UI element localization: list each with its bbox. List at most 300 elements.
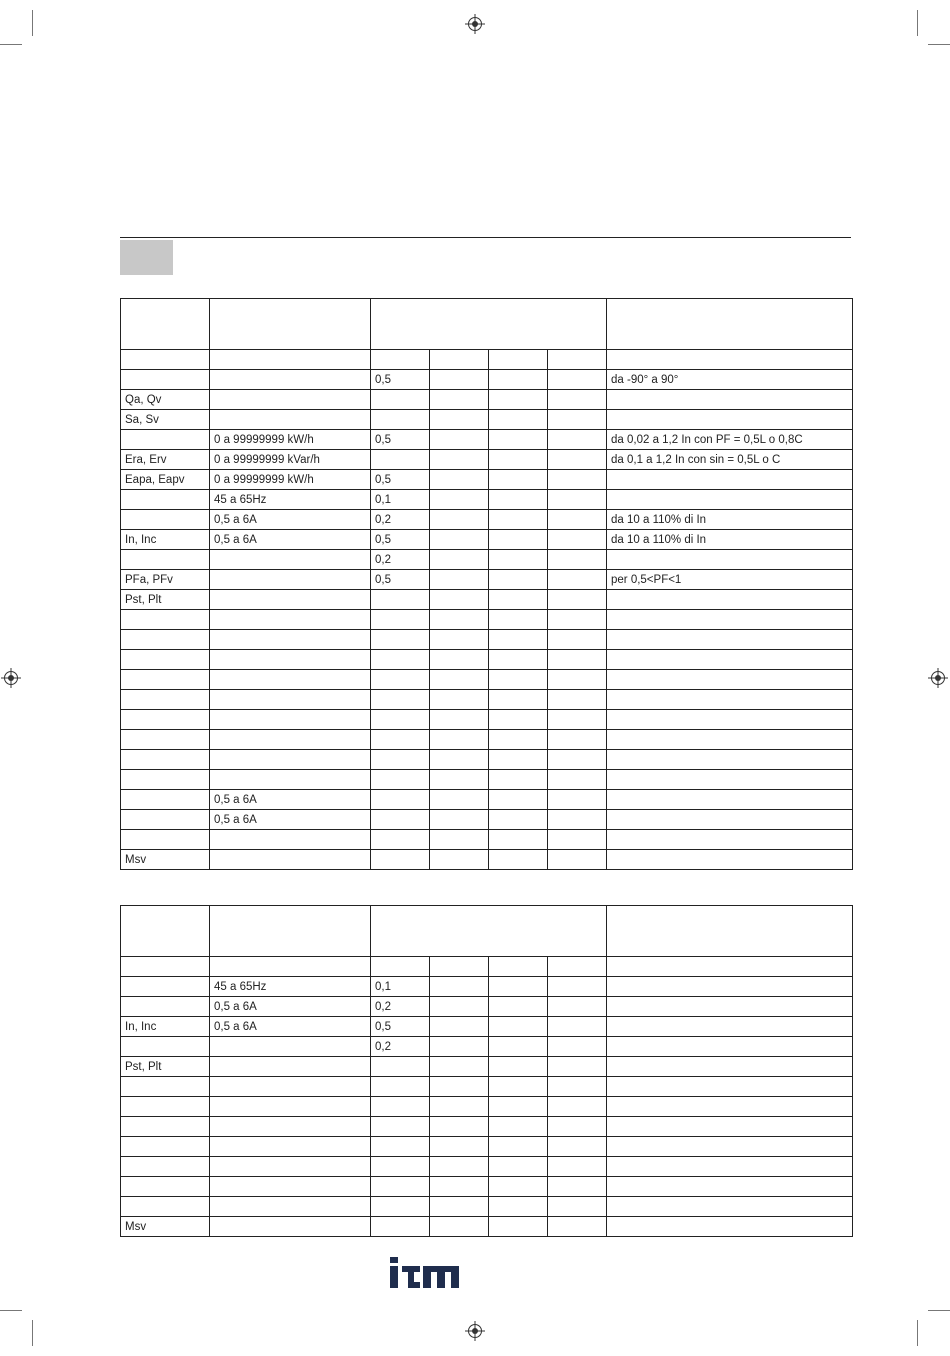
table-cell xyxy=(607,1097,853,1117)
table-cell xyxy=(430,1217,489,1237)
table-cell: 0,5 a 6A xyxy=(210,510,371,530)
table-cell xyxy=(489,470,548,490)
table-cell xyxy=(548,810,607,830)
table-cell xyxy=(371,710,430,730)
table-cell xyxy=(371,1137,430,1157)
table-cell xyxy=(371,450,430,470)
table-cell: Pst, Plt xyxy=(121,590,210,610)
table-cell xyxy=(210,390,371,410)
table-cell xyxy=(210,1077,371,1097)
table-cell: PFa, PFv xyxy=(121,570,210,590)
table-row xyxy=(121,470,853,490)
table-cell xyxy=(430,750,489,770)
table-cell xyxy=(548,470,607,490)
table-cell xyxy=(430,770,489,790)
table-cell: da -90° a 90° xyxy=(607,370,853,390)
table-cell xyxy=(430,470,489,490)
table-cell xyxy=(607,1177,853,1197)
table-cell xyxy=(607,1117,853,1137)
table-cell xyxy=(489,530,548,550)
table-cell xyxy=(210,730,371,750)
table-cell xyxy=(548,690,607,710)
table-row xyxy=(121,830,853,850)
table-cell xyxy=(607,630,853,650)
table-cell xyxy=(210,570,371,590)
table-cell xyxy=(371,650,430,670)
table-cell xyxy=(430,1037,489,1057)
table-cell: Msv xyxy=(121,850,210,870)
table-cell xyxy=(489,710,548,730)
table-row xyxy=(121,610,853,630)
table-cell xyxy=(121,1137,210,1157)
table-cell xyxy=(371,810,430,830)
table-cell xyxy=(121,750,210,770)
table-cell xyxy=(121,957,210,977)
table-cell: 45 a 65Hz xyxy=(210,977,371,997)
registration-mark-right-icon xyxy=(931,671,945,685)
table-cell xyxy=(210,410,371,430)
table-cell: In, Inc xyxy=(121,530,210,550)
table-cell xyxy=(548,850,607,870)
table-cell xyxy=(607,710,853,730)
table-cell xyxy=(371,590,430,610)
table-cell xyxy=(371,390,430,410)
table-cell xyxy=(210,690,371,710)
table-cell xyxy=(548,1177,607,1197)
table-cell: 0,5 a 6A xyxy=(210,997,371,1017)
table-cell xyxy=(607,790,853,810)
table-cell xyxy=(489,1097,548,1117)
table-cell xyxy=(121,1077,210,1097)
table-row xyxy=(121,1077,853,1097)
table-cell xyxy=(489,997,548,1017)
table-cell xyxy=(548,977,607,997)
table-row xyxy=(121,1217,853,1237)
table-row xyxy=(121,650,853,670)
table-cell xyxy=(548,790,607,810)
table-cell xyxy=(607,670,853,690)
table-cell xyxy=(489,650,548,670)
table-cell xyxy=(489,1217,548,1237)
table-cell xyxy=(430,530,489,550)
table-cell xyxy=(210,750,371,770)
table-cell xyxy=(121,690,210,710)
table-cell xyxy=(607,550,853,570)
table-cell xyxy=(430,1177,489,1197)
table-cell: 0,5 xyxy=(371,1017,430,1037)
table-cell xyxy=(548,350,607,370)
table-cell: Msv xyxy=(121,1217,210,1237)
table-cell xyxy=(121,1037,210,1057)
table-row xyxy=(121,750,853,770)
registration-mark-top-icon xyxy=(468,17,482,31)
table-cell xyxy=(548,957,607,977)
table-cell xyxy=(489,610,548,630)
table-cell xyxy=(121,430,210,450)
table-cell xyxy=(430,1197,489,1217)
table-cell xyxy=(210,770,371,790)
table-cell xyxy=(371,690,430,710)
table-cell xyxy=(430,610,489,630)
table-cell: 0 a 99999999 kW/h xyxy=(210,470,371,490)
table-cell xyxy=(121,550,210,570)
table-cell xyxy=(430,977,489,997)
table-cell xyxy=(489,1197,548,1217)
table-cell: 45 a 65Hz xyxy=(210,490,371,510)
table-cell xyxy=(489,410,548,430)
table-cell: Pst, Plt xyxy=(121,1057,210,1077)
table-row xyxy=(121,1017,853,1037)
crop-mark-bottom-left-h xyxy=(0,1310,22,1311)
registration-mark-bottom-icon xyxy=(468,1324,482,1338)
table-cell: per 0,5<PF<1 xyxy=(607,570,853,590)
table-cell xyxy=(607,650,853,670)
table-cell xyxy=(121,610,210,630)
table-row xyxy=(121,1117,853,1137)
table-cell xyxy=(548,430,607,450)
table-cell xyxy=(210,1157,371,1177)
table-cell xyxy=(489,810,548,830)
table-cell xyxy=(210,1117,371,1137)
table-row xyxy=(121,430,853,450)
table-cell xyxy=(121,790,210,810)
table-cell xyxy=(548,1137,607,1157)
table-cell xyxy=(548,1157,607,1177)
table-cell xyxy=(371,1217,430,1237)
table-row xyxy=(121,730,853,750)
table-cell: 0,5 xyxy=(371,430,430,450)
header-cell xyxy=(371,906,607,957)
header-cell xyxy=(210,906,371,957)
table-cell xyxy=(489,690,548,710)
table-row xyxy=(121,710,853,730)
table-cell xyxy=(607,1197,853,1217)
header-cell xyxy=(121,299,210,350)
table-cell xyxy=(607,977,853,997)
table-cell xyxy=(121,997,210,1017)
table-cell xyxy=(430,1097,489,1117)
table-cell xyxy=(121,650,210,670)
table-cell xyxy=(607,490,853,510)
table-cell: 0 a 99999999 kVar/h xyxy=(210,450,371,470)
table-cell xyxy=(121,510,210,530)
table-row xyxy=(121,1177,853,1197)
table-cell xyxy=(607,810,853,830)
table-cell xyxy=(607,610,853,630)
table-row xyxy=(121,1097,853,1117)
table-row xyxy=(121,810,853,830)
table-row xyxy=(121,997,853,1017)
table-cell: 0,5 a 6A xyxy=(210,530,371,550)
table-cell xyxy=(607,1037,853,1057)
table-cell xyxy=(371,1117,430,1137)
table-cell xyxy=(548,710,607,730)
table-cell xyxy=(371,790,430,810)
table-row xyxy=(121,390,853,410)
table-row xyxy=(121,1157,853,1177)
table-cell xyxy=(430,810,489,830)
table-cell xyxy=(430,350,489,370)
spec-table-2 xyxy=(120,905,853,1237)
table-cell xyxy=(489,490,548,510)
table-cell xyxy=(548,1217,607,1237)
table-cell xyxy=(371,410,430,430)
table-cell xyxy=(430,850,489,870)
table-cell xyxy=(430,830,489,850)
table-cell xyxy=(210,830,371,850)
table-cell xyxy=(548,370,607,390)
table-row xyxy=(121,1197,853,1217)
table-cell xyxy=(548,750,607,770)
table-cell xyxy=(121,1097,210,1117)
table-cell xyxy=(210,550,371,570)
table-cell xyxy=(210,850,371,870)
table-cell xyxy=(210,1217,371,1237)
table-cell: 0,5 a 6A xyxy=(210,810,371,830)
table-cell: 0,1 xyxy=(371,490,430,510)
table-cell xyxy=(371,957,430,977)
table-cell xyxy=(489,790,548,810)
table-cell xyxy=(371,630,430,650)
table-header-row xyxy=(121,906,853,957)
table-cell xyxy=(607,1137,853,1157)
crop-mark-top-left-v xyxy=(32,10,33,36)
table-row xyxy=(121,1037,853,1057)
table-cell xyxy=(607,410,853,430)
table-cell xyxy=(430,1077,489,1097)
table-cell xyxy=(607,1157,853,1177)
table-cell xyxy=(430,957,489,977)
table-cell xyxy=(607,590,853,610)
table-cell xyxy=(371,1097,430,1117)
table-cell xyxy=(548,550,607,570)
table-cell xyxy=(371,770,430,790)
table-cell xyxy=(371,730,430,750)
table-cell xyxy=(210,710,371,730)
table-row xyxy=(121,350,853,370)
table-cell xyxy=(371,1057,430,1077)
table-cell xyxy=(489,850,548,870)
table-cell xyxy=(371,350,430,370)
table-cell xyxy=(430,1117,489,1137)
table-cell xyxy=(548,650,607,670)
table-cell xyxy=(489,450,548,470)
table-cell xyxy=(548,1017,607,1037)
table-cell xyxy=(210,610,371,630)
table-cell xyxy=(489,550,548,570)
itm-logo-icon xyxy=(390,1257,462,1289)
table-cell xyxy=(607,470,853,490)
table-cell xyxy=(548,450,607,470)
table-cell xyxy=(489,830,548,850)
table-cell xyxy=(489,1137,548,1157)
table-cell xyxy=(210,1177,371,1197)
header-cell xyxy=(607,906,853,957)
table-cell: da 10 a 110% di In xyxy=(607,530,853,550)
table-cell xyxy=(489,430,548,450)
table-cell xyxy=(548,510,607,530)
table-cell xyxy=(607,1077,853,1097)
table-cell xyxy=(430,550,489,570)
table-cell xyxy=(430,1057,489,1077)
table-cell xyxy=(548,630,607,650)
table-cell: 0,2 xyxy=(371,1037,430,1057)
table-cell xyxy=(371,670,430,690)
table-cell xyxy=(210,590,371,610)
table-cell xyxy=(430,570,489,590)
registration-mark-left-icon xyxy=(4,671,18,685)
table-cell xyxy=(489,670,548,690)
table-row xyxy=(121,1057,853,1077)
table-cell xyxy=(121,670,210,690)
table-row xyxy=(121,630,853,650)
table-cell: 0,2 xyxy=(371,997,430,1017)
table-cell xyxy=(489,1177,548,1197)
table-cell xyxy=(371,830,430,850)
table-cell xyxy=(121,730,210,750)
table-cell xyxy=(548,610,607,630)
table-row xyxy=(121,957,853,977)
table-cell xyxy=(210,957,371,977)
table-cell xyxy=(430,710,489,730)
table-cell xyxy=(210,1197,371,1217)
table-cell: 0,5 xyxy=(371,570,430,590)
table-cell xyxy=(489,390,548,410)
table-cell xyxy=(210,370,371,390)
table-cell xyxy=(430,410,489,430)
table-cell xyxy=(548,410,607,430)
table-cell: 0,5 a 6A xyxy=(210,1017,371,1037)
section-marker-box xyxy=(120,240,173,275)
table-cell xyxy=(607,957,853,977)
table-cell: In, Inc xyxy=(121,1017,210,1037)
table-row xyxy=(121,370,853,390)
table-cell xyxy=(548,570,607,590)
table-cell xyxy=(121,1197,210,1217)
table-cell xyxy=(607,390,853,410)
table-cell: Eapa, Eapv xyxy=(121,470,210,490)
table-cell xyxy=(548,1057,607,1077)
table-row xyxy=(121,670,853,690)
table-row xyxy=(121,850,853,870)
table-cell xyxy=(430,1017,489,1037)
table-row xyxy=(121,570,853,590)
table-cell xyxy=(430,730,489,750)
table-row xyxy=(121,530,853,550)
table-cell xyxy=(489,1117,548,1137)
table-cell xyxy=(430,510,489,530)
table-cell xyxy=(489,350,548,370)
table-cell xyxy=(489,1057,548,1077)
table-row xyxy=(121,510,853,530)
crop-mark-top-left-h xyxy=(0,44,22,45)
table-row xyxy=(121,490,853,510)
header-cell xyxy=(210,299,371,350)
table-cell xyxy=(371,1197,430,1217)
itm-logo xyxy=(390,1257,462,1294)
table-cell xyxy=(489,1017,548,1037)
table-cell xyxy=(607,830,853,850)
header-cell xyxy=(371,299,607,350)
table-cell: 0,5 xyxy=(371,370,430,390)
table-cell xyxy=(430,1137,489,1157)
table-cell xyxy=(430,430,489,450)
table-cell xyxy=(210,350,371,370)
table-cell xyxy=(489,977,548,997)
table-row xyxy=(121,770,853,790)
table-cell xyxy=(121,770,210,790)
table-cell xyxy=(607,770,853,790)
table-cell: Qa, Qv xyxy=(121,390,210,410)
table-cell xyxy=(548,1117,607,1137)
table-cell: 0,5 a 6A xyxy=(210,790,371,810)
table-cell xyxy=(489,1157,548,1177)
table-cell xyxy=(548,830,607,850)
header-cell xyxy=(607,299,853,350)
table-cell xyxy=(430,790,489,810)
table-cell xyxy=(371,750,430,770)
table-cell xyxy=(430,450,489,470)
table-cell xyxy=(489,510,548,530)
table-cell xyxy=(489,730,548,750)
table-cell xyxy=(430,390,489,410)
table-cell xyxy=(121,1177,210,1197)
table-cell xyxy=(121,810,210,830)
table-cell: da 10 a 110% di In xyxy=(607,510,853,530)
table-cell xyxy=(371,1077,430,1097)
table-cell xyxy=(607,850,853,870)
table-cell xyxy=(607,750,853,770)
table-cell xyxy=(210,1097,371,1117)
table-cell xyxy=(121,1157,210,1177)
table-cell xyxy=(548,670,607,690)
table-cell xyxy=(489,770,548,790)
table-cell xyxy=(489,957,548,977)
table-cell: Sa, Sv xyxy=(121,410,210,430)
table-cell xyxy=(121,490,210,510)
table-cell xyxy=(430,650,489,670)
table-cell xyxy=(607,730,853,750)
table-cell xyxy=(548,997,607,1017)
table-cell xyxy=(371,850,430,870)
table-cell: 0 a 99999999 kW/h xyxy=(210,430,371,450)
table-cell xyxy=(121,977,210,997)
table-cell xyxy=(548,1077,607,1097)
table-cell xyxy=(430,590,489,610)
table-cell xyxy=(607,1057,853,1077)
table-cell xyxy=(210,1137,371,1157)
table-row xyxy=(121,410,853,430)
table-cell xyxy=(121,1117,210,1137)
table-row xyxy=(121,590,853,610)
table-cell xyxy=(548,490,607,510)
table-cell xyxy=(607,350,853,370)
table-cell xyxy=(489,630,548,650)
table-cell xyxy=(121,710,210,730)
table-row xyxy=(121,790,853,810)
table-cell xyxy=(121,350,210,370)
table-cell xyxy=(210,1057,371,1077)
table-cell xyxy=(548,1097,607,1117)
table-cell xyxy=(121,830,210,850)
table-cell xyxy=(371,1157,430,1177)
header-rule xyxy=(120,237,851,238)
table-cell xyxy=(430,630,489,650)
table-cell xyxy=(548,730,607,750)
header-cell xyxy=(121,906,210,957)
table-row xyxy=(121,977,853,997)
table-header-row xyxy=(121,299,853,350)
